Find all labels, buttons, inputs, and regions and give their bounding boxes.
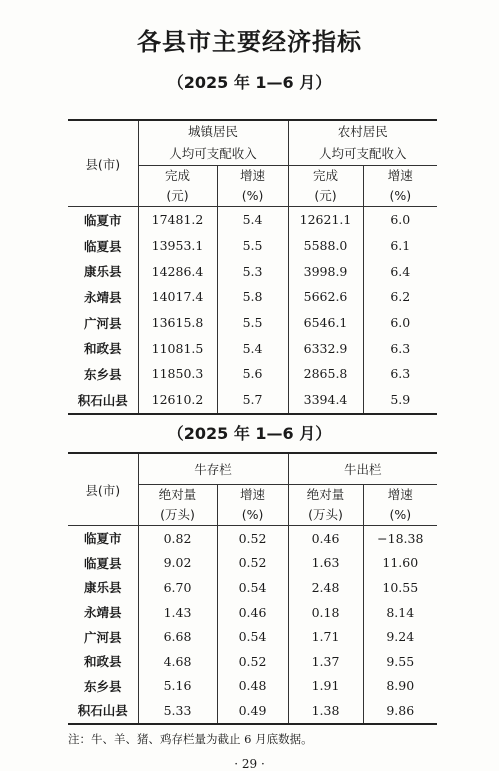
table-cell: 5.16 (138, 674, 217, 699)
table-cell: 14286.4 (138, 258, 217, 284)
county-name: 积石山县 (77, 703, 128, 719)
county-name: 康乐县 (83, 264, 122, 280)
table-cell: 6.68 (138, 624, 217, 649)
table-cell: 6.1 (363, 233, 437, 259)
county-name: 永靖县 (83, 605, 122, 621)
table-cell: 5.3 (217, 258, 288, 284)
table-cell: 0.54 (217, 575, 288, 600)
cattle-slaughter-header: 牛出栏 (288, 453, 437, 485)
table-cell: 13953.1 (138, 233, 217, 259)
table-cell: 8.14 (363, 600, 437, 625)
income-table (68, 119, 437, 415)
urban-income-header: 城镇居民 人均可支配收入 (138, 120, 288, 166)
sub-header: 增速 (%) (217, 485, 288, 526)
table-cell: 10.55 (363, 575, 437, 600)
table-cell: 0.49 (217, 698, 288, 724)
table-cell: 9.55 (363, 649, 437, 674)
table-cell: 5.9 (363, 387, 437, 414)
sub-header: 增速 (%) (217, 166, 288, 207)
county-name: 广河县 (83, 629, 122, 645)
table-cell: 4.68 (138, 649, 217, 674)
table-cell: 5.5 (217, 233, 288, 259)
county-header: 县(市) (68, 120, 138, 207)
table-cell: 1.63 (288, 551, 363, 576)
table-row (68, 335, 437, 361)
county-name: 积石山县 (77, 392, 128, 408)
county-name: 临夏县 (83, 555, 122, 571)
sub-header: 完成 (元) (288, 166, 363, 207)
table-cell: 5.7 (217, 387, 288, 414)
county-name: 临夏县 (83, 238, 122, 254)
table-cell: 5.5 (217, 310, 288, 336)
county-name: 临夏市 (83, 531, 122, 547)
table-cell: 9.24 (363, 624, 437, 649)
table-cell: 2.48 (288, 575, 363, 600)
table-cell: 0.52 (217, 526, 288, 551)
county-name: 东乡县 (83, 678, 122, 694)
table-cell: 1.37 (288, 649, 363, 674)
table-row (68, 207, 437, 233)
table-cell: 1.43 (138, 600, 217, 625)
county-name: 康乐县 (83, 580, 122, 596)
county-name: 东乡县 (83, 366, 122, 382)
table-cell: 5.6 (217, 361, 288, 387)
table-cell: 12621.1 (288, 207, 363, 233)
page-title: 各县市主要经济指标 (137, 28, 362, 56)
sub-header: 绝对量 (万头) (288, 485, 363, 526)
table-cell: −18.38 (363, 526, 437, 551)
county-name: 广河县 (83, 315, 122, 331)
table-cell: 6.2 (363, 284, 437, 310)
table-cell: 1.38 (288, 698, 363, 724)
sub-header: 增速 (%) (363, 485, 437, 526)
table-row (68, 649, 437, 674)
table-cell: 11.60 (363, 551, 437, 576)
table-cell: 8.90 (363, 674, 437, 699)
table-cell: 9.02 (138, 551, 217, 576)
table-row (68, 387, 437, 414)
table-cell: 6.3 (363, 335, 437, 361)
table-cell: 11850.3 (138, 361, 217, 387)
table-cell: 0.52 (217, 551, 288, 576)
table-row (68, 624, 437, 649)
table-cell: 6332.9 (288, 335, 363, 361)
county-name: 和政县 (83, 654, 122, 670)
table-cell: 6.70 (138, 575, 217, 600)
table-cell: 0.52 (217, 649, 288, 674)
table-row (68, 361, 437, 387)
rural-income-header: 农村居民 人均可支配收入 (288, 120, 437, 166)
table-row (68, 698, 437, 724)
table-cell: 5.33 (138, 698, 217, 724)
table-row (68, 233, 437, 259)
table-cell: 3998.9 (288, 258, 363, 284)
table-cell: 0.46 (288, 526, 363, 551)
table-cell: 6.4 (363, 258, 437, 284)
table-cell: 3394.4 (288, 387, 363, 414)
table-cell: 6546.1 (288, 310, 363, 336)
table-cell: 0.82 (138, 526, 217, 551)
table-cell: 5.4 (217, 335, 288, 361)
county-name: 和政县 (83, 341, 122, 357)
sub-header: 完成 (元) (138, 166, 217, 207)
period-label-2: （2025 年 1—6 月） (167, 424, 332, 443)
table-cell: 5.4 (217, 207, 288, 233)
table-cell: 1.91 (288, 674, 363, 699)
table-cell: 0.48 (217, 674, 288, 699)
table-cell: 2865.8 (288, 361, 363, 387)
cattle-table (68, 452, 437, 725)
table-cell: 5588.0 (288, 233, 363, 259)
county-name: 永靖县 (83, 289, 122, 305)
county-header: 县(市) (68, 453, 138, 526)
table-cell: 5662.6 (288, 284, 363, 310)
table-cell: 14017.4 (138, 284, 217, 310)
table-cell: 6.0 (363, 207, 437, 233)
table-cell: 9.86 (363, 698, 437, 724)
table-cell: 0.46 (217, 600, 288, 625)
table-cell: 0.18 (288, 600, 363, 625)
sub-header: 绝对量 (万头) (138, 485, 217, 526)
table-cell: 6.0 (363, 310, 437, 336)
period-label-1: （2025 年 1—6 月） (167, 73, 332, 92)
sub-header: 增速 (%) (363, 166, 437, 207)
footnote: 注：牛、羊、猪、鸡存栏量为截止 6 月底数据。 (68, 732, 313, 746)
table-row (68, 674, 437, 699)
table-cell: 12610.2 (138, 387, 217, 414)
table-row (68, 310, 437, 336)
table-cell: 1.71 (288, 624, 363, 649)
table-row (68, 600, 437, 625)
table-cell: 6.3 (363, 361, 437, 387)
table-row (68, 526, 437, 551)
table-row (68, 551, 437, 576)
table-row (68, 258, 437, 284)
table-cell: 13615.8 (138, 310, 217, 336)
table-cell: 0.54 (217, 624, 288, 649)
table-cell: 17481.2 (138, 207, 217, 233)
table-cell: 5.8 (217, 284, 288, 310)
table-cell: 11081.5 (138, 335, 217, 361)
cattle-stock-header: 牛存栏 (138, 453, 288, 485)
county-name: 临夏市 (83, 212, 122, 228)
table-row (68, 575, 437, 600)
page-number: · 29 · (234, 757, 265, 771)
table-row (68, 284, 437, 310)
